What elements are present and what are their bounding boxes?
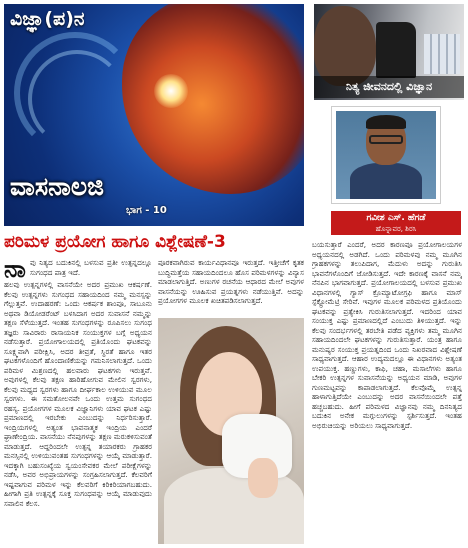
author-photo xyxy=(336,111,436,199)
article-column-1-lead: ವು ನಿತ್ಯದ ಬದುಕಿನಲ್ಲಿ ಬಳಸುವ ಪ್ರತೀ ಉತ್ಪನ್ನದಲ್ಲೂ ಸುಗಂಧದ ಪಾತ್ರ ಇದೆ. xyxy=(30,258,152,277)
airflow-graphic xyxy=(28,50,126,148)
lab-bottles-graphic xyxy=(424,34,460,74)
series-part-label: ಭಾಗ - 10 xyxy=(126,205,167,216)
woman-smelling-photo xyxy=(158,318,304,544)
author-photo-frame xyxy=(331,106,441,204)
article-column-2: ಪೂರಕವಾಗಿರುವ ಕಾರ್ಯವಿಧಾನವೂ ಇರುತ್ತದೆ. ಇತ್ತೀಚೆಗೆ ಕೃತಕ ಬುದ್ಧಿಮತ್ತೆಯ ಸಹಾಯದಿಂದಲೂ ಹೊಸ ಪರಿಮಳಗಳನ್ನು ವಿನ್ಯಾಸ ಮಾಡಲಾಗುತ್ತಿದೆ. ಅಣುಗಳ ರಚನೆಯ ಆಧಾರದ ಮೇಲೆ ಅವುಗಳ ವಾಸನೆಯನ್ನು ಊಹಿಸುವ ಪ್ರಯತ್ನಗಳು ನಡೆಯುತ್ತಿವೆ. ಅದನ್ನು ಪ್ರಯೋಗಗಳ ಮೂಲಕ ಖಚಿತಪಡಿಸಲಾಗುತ್ತದೆ. xyxy=(158,258,304,305)
lab-photo-caption: ನಿತ್ಯ ಜೀವನದಲ್ಲಿ ವಿಜ್ಞಾನ xyxy=(314,76,464,98)
woman-sweater xyxy=(164,468,304,544)
article-column-1: ಹಲವು ಉತ್ಪನ್ನಗಳಲ್ಲಿ ವಾಸನೆಯೇ ಅದರ ಪ್ರಮುಖ ಆಕರ್ಷಣೆ. ಕೆಲವು ಉತ್ಪನ್ನಗಳು ಸುಗಂಧದ ಸಹಾಯದಿಂದ ನಮ್ಮ ಮನಸ್ಸನ್ನು ಗೆಲ್ಲುತ್ತವೆ. ಉದಾಹರಣೆ: ಒಂದು ಆಕರ್ಷಕ ಶಾಂಪೂ, ಸಾಬೂನು ಅಥವಾ ಡಿಯೋಡರೆಂಟ್ ಬಳಸಿದಾಗ ಅದರ ಸುವಾಸನೆ ನಮ್ಮನ್ನು ತಕ್ಷಣ ಸೆಳೆಯುತ್ತದೆ. ಇಂತಹ ಸುಗಂಧಗಳನ್ನು ರೂಪಿಸಲು ಸುಗಂಧ ತಜ್ಞರು ಸಾವಿರಾರು ರಾಸಾಯನಿಕ ಸಂಯುಕ್ತಗಳ ಬಗ್ಗೆ ಅಧ್ಯಯನ ನಡೆಸುತ್ತಾರೆ. ಪ್ರಯೋಗಾಲಯದಲ್ಲಿ ಪ್ರತಿಯೊಂದು ಘಟಕವನ್ನು ಸೂಕ್ಷ್ಮವಾಗಿ ಪರೀಕ್ಷಿಸಿ, ಅದರ ತೀವ್ರತೆ, ಸ್ಥಿರತೆ ಹಾಗೂ ಇತರ ಘಟಕಗಳೊಂದಿಗೆ ಹೊಂದಾಣಿಕೆಯನ್ನು ಗಮನಿಸಲಾಗುತ್ತದೆ. ಒಂದು ಪರಿಮಳ ಮಿಶ್ರಣದಲ್ಲಿ ಹಲವಾರು ಘಟಕಗಳು ಇರುತ್ತವೆ. ಅವುಗಳಲ್ಲಿ ಕೆಲವು ತಕ್ಷಣ ಹಾರಿಹೋಗುವ ಮೇಲಿನ ಸ್ವರಗಳು, ಕೆಲವು ಮಧ್ಯದ ಸ್ವರಗಳು ಹಾಗೂ ದೀರ್ಘಕಾಲ ಉಳಿಯುವ ಮೂಲ ಸ್ವರಗಳು. ಈ ಸಮತೋಲನವೇ ಒಂದು ಉತ್ತಮ ಸುಗಂಧದ ರಹಸ್ಯ. ಪ್ರಯೋಗಗಳ ಮೂಲಕ ವಿಜ್ಞಾನಿಗಳು ಯಾವ ಘಟಕ ಎಷ್ಟು ಪ್ರಮಾಣದಲ್ಲಿ ಇರಬೇಕು ಎಂಬುದನ್ನು ನಿರ್ಧರಿಸುತ್ತಾರೆ. ಇಂದ್ರಿಯಗಳಲ್ಲಿ ಅತ್ಯಂತ ಭಾವನಾತ್ಮಕ ಇಂದ್ರಿಯ ಎಂದರೆ ಘ್ರಾಣೇಂದ್ರಿಯ. ವಾಸನೆಯು ನೆನಪುಗಳನ್ನು ತಕ್ಷಣ ಮರುಕಳಿಸುವಂತೆ ಮಾಡುತ್ತದೆ. ಆದ್ದರಿಂದಲೇ ಉತ್ಪನ್ನ ತಯಾರಕರು ಗ್ರಾಹಕರ ಮನಸ್ಸಿನಲ್ಲಿ ಉಳಿಯುವಂತಹ ಸುಗಂಧಗಳನ್ನು ಆಯ್ಕೆ ಮಾಡುತ್ತಾರೆ. ಇದಕ್ಕಾಗಿ ಬಹುಸಂಖ್ಯೆಯ ಸ್ವಯಂಸೇವಕರ ಮೇಲೆ ಪರೀಕ್ಷೆಗಳನ್ನು ನಡೆಸಿ, ಅವರ ಅಭಿಪ್ರಾಯಗಳನ್ನು ಸಂಗ್ರಹಿಸಲಾಗುತ್ತದೆ. ಕೆಲವರಿಗೆ ಇಷ್ಟವಾಗುವ ಪರಿಮಳ ಇನ್ನು ಕೆಲವರಿಗೆ ಕಿರಿಕಿರಿಯಾಗಬಹುದು. ಹೀಗಾಗಿ ಪ್ರತಿ ಉತ್ಪನ್ನಕ್ಕೆ ಸೂಕ್ತ ಸುಗಂಧವನ್ನು ಆಯ್ಕೆ ಮಾಡುವುದು ಸವಾಲಿನ ಕೆಲಸ. xyxy=(4,280,152,508)
column-brand-title: ವಿಜ್ಞಾ(ಪ)ನ xyxy=(10,8,85,30)
author-name: ಗವೀಶ ಎಸ್. ಹೆಗಡೆ xyxy=(366,213,426,223)
microscope-graphic xyxy=(376,22,416,78)
author-glasses xyxy=(369,135,403,144)
author-byline xyxy=(331,211,461,235)
drop-cap: ನಾ xyxy=(4,255,26,283)
article-column-3: ಬಯಸುತ್ತಾರೆ ಎಂದರೆ, ಅದರ ಕಾರಣವೂ ಪ್ರಯೋಗಾಲಯಗಳ ಅಧ್ಯಯನದಲ್ಲಿ ಅಡಗಿದೆ. ಒಂದು ಪರಿಮಳವು ನಮ್ಮ ಮೂಗಿನ ಗ್ರಾಹಕಗಳನ್ನು ತಲುಪಿದಾಗ, ಮೆದುಳು ಅದನ್ನು ಗುರುತಿಸಿ ಭಾವನೆಗಳೊಂದಿಗೆ ಜೋಡಿಸುತ್ತದೆ. ಇದೇ ಕಾರಣಕ್ಕೆ ವಾಸನೆ ನಮ್ಮ ನೆನಪಿನ ಭಾಗವಾಗುತ್ತದೆ. ಪ್ರಯೋಗಾಲಯದಲ್ಲಿ ಬಳಸುವ ಪ್ರಮುಖ ವಿಧಾನಗಳಲ್ಲಿ ಗ್ಯಾಸ್ ಕ್ರೊಮ್ಯಾಟೋಗ್ರಫಿ ಹಾಗೂ ಮಾಸ್ ಸ್ಪೆಕ್ಟ್ರೋಮೆಟ್ರಿ ಸೇರಿವೆ. ಇವುಗಳ ಮೂಲಕ ಪರಿಮಳದ ಪ್ರತಿಯೊಂದು ಘಟಕವನ್ನು ಪ್ರತ್ಯೇಕಿಸಿ ಗುರುತಿಸಲಾಗುತ್ತದೆ. ಇದರಿಂದ ಯಾವ ಸಂಯುಕ್ತ ಎಷ್ಟು ಪ್ರಮಾಣದಲ್ಲಿದೆ ಎಂಬುದು ತಿಳಿಯುತ್ತದೆ. ಇನ್ನು ಕೆಲವು ಸಂದರ್ಭಗಳಲ್ಲಿ ತರಬೇತಿ ಪಡೆದ ವ್ಯಕ್ತಿಗಳು ತಮ್ಮ ಮೂಗಿನ ಸಹಾಯದಿಂದಲೇ ಘಟಕಗಳನ್ನು ಗುರುತಿಸುತ್ತಾರೆ. ಯಂತ್ರ ಹಾಗೂ ಮನುಷ್ಯರ ಸಂಯುಕ್ತ ಪ್ರಯತ್ನದಿಂದ ಒಂದು ನಿಖರವಾದ ವಿಶ್ಲೇಷಣೆ ಸಾಧ್ಯವಾಗುತ್ತದೆ. ಆಹಾರ ಉದ್ಯಮದಲ್ಲೂ ಈ ವಿಧಾನಗಳು ಅತ್ಯಂತ ಉಪಯುಕ್ತ. ಹಣ್ಣುಗಳು, ಕಾಫಿ, ಚಹಾ, ಮಸಾಲೆಗಳು ಹಾಗೂ ಬೇಕರಿ ಉತ್ಪನ್ನಗಳ ಸುವಾಸನೆಯನ್ನು ಅಧ್ಯಯನ ಮಾಡಿ, ಅವುಗಳ ಗುಣಮಟ್ಟವನ್ನು ಕಾಪಾಡಲಾಗುತ್ತದೆ. ಕೆಲವೊಮ್ಮೆ ಉತ್ಪನ್ನ ಹಾಳಾಗುತ್ತಿದೆಯೇ ಎಂಬುದನ್ನು ಅದರ ವಾಸನೆಯಿಂದಲೇ ಪತ್ತೆ ಹಚ್ಚಬಹುದು. ಹೀಗೆ ಪರಿಮಳದ ವಿಜ್ಞಾನವು ನಮ್ಮ ದಿನನಿತ್ಯದ ಬದುಕಿನ ಅನೇಕ ಮಗ್ಗುಲುಗಳನ್ನು ಸ್ಪರ್ಶಿಸುತ್ತದೆ. ಇಂತಹ ಅಭಿರುಚಿಯನ್ನು ಅರಿಯಲು ಸಾಧ್ಯವಾಗುತ್ತದೆ. xyxy=(312,240,462,430)
author-body xyxy=(350,163,422,199)
author-hair xyxy=(366,115,406,129)
woman-hand xyxy=(248,458,278,498)
author-place: ಹೊನ್ನಾವರ, ಶಿರಸಿ xyxy=(375,225,417,233)
scientist-figure xyxy=(314,6,376,86)
series-title: ವಾಸನಾಲಜಿ xyxy=(10,172,104,201)
article-subtitle: ಪರಿಮಳ ಪ್ರಯೋಗ ಹಾಗೂ ವಿಶ್ಲೇಷಣೆ-3 xyxy=(4,232,226,252)
nasal-glow-graphic xyxy=(154,74,188,108)
nose-profile-graphic xyxy=(122,4,304,194)
